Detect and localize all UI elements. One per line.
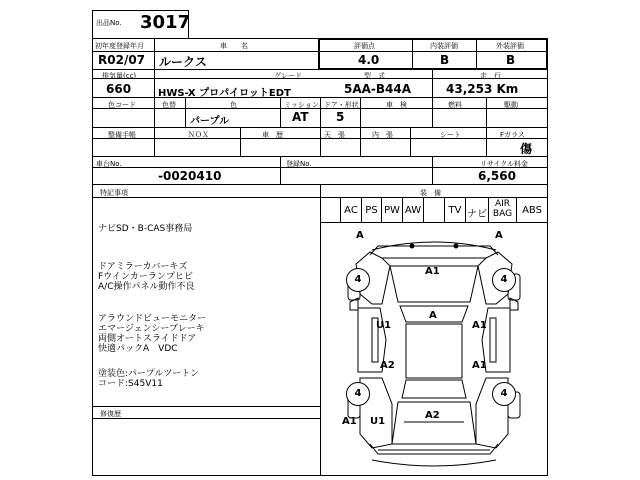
equip-ac: AC <box>344 205 358 216</box>
notes-group-navi <box>98 224 192 234</box>
exterior-grade-label: 外装評価 <box>496 42 524 50</box>
car-diagram <box>320 222 548 476</box>
recycle-fee-value: 6,560 <box>478 169 516 183</box>
ceiling-label: 天 張 <box>324 131 345 139</box>
reg-date-value: R02/07 <box>98 53 146 67</box>
interior-grade-label: 内装評価 <box>430 42 458 50</box>
model-code-value: 5AA-B44A <box>344 82 412 96</box>
lot-label: 出品No. <box>96 19 122 27</box>
chassis-number-label: 車台No. <box>96 160 122 168</box>
equip-pw: PW <box>384 205 400 216</box>
score-label: 評価点 <box>354 42 375 50</box>
drive-label: 駆動 <box>504 101 518 109</box>
recycle-fee-label: リサイクル料金 <box>480 160 529 168</box>
registration-number-label: 登録No. <box>286 160 312 168</box>
color-change-label: 色替 <box>162 101 176 109</box>
note-line: ドアミラーカバーキズ <box>98 262 188 272</box>
damage-rear-left-bottom: U1 <box>370 416 386 427</box>
color-value: パープル <box>190 116 230 127</box>
door-label: ドア・形状 <box>324 101 359 109</box>
note-line: コード:S45V11 <box>98 379 163 389</box>
color-code-label: 色コード <box>108 101 136 109</box>
fuel-label: 燃料 <box>448 101 462 109</box>
repair-history-label: 修復歴 <box>100 410 121 418</box>
note-line: A/C操作パネル動作不良 <box>98 282 195 292</box>
seat-label: シート <box>440 131 461 139</box>
reg-date-label: 初年度登録年月 <box>95 42 144 50</box>
note-line: 快適パックA VDC <box>98 344 178 354</box>
notes-group-features <box>98 314 206 354</box>
equip-aw: AW <box>404 205 422 216</box>
interior-trim-label: 内 張 <box>372 131 393 139</box>
mission-label: ミッション <box>284 101 319 109</box>
note-line: ナビSD・B-CAS事務局 <box>98 224 193 234</box>
front-glass-label: Fガラス <box>500 131 525 139</box>
color-label: 色 <box>230 101 237 109</box>
equip-airbag: AIR BAG <box>492 199 513 219</box>
tire-front-left: 4 <box>346 268 370 292</box>
lot-number: 3017 <box>140 12 191 33</box>
damage-rear-bumper: A2 <box>425 410 440 421</box>
car-name-value: ルークス <box>159 55 207 69</box>
note-line: Fウインカーランプヒビ <box>98 272 193 282</box>
damage-rear-left-corner: A1 <box>342 416 357 427</box>
nox-label: ＮＯＸ <box>188 131 209 139</box>
interior-grade-value: B <box>440 53 450 67</box>
damage-front-left: A <box>356 230 364 241</box>
notes-group-damage <box>98 262 194 292</box>
note-line: アラウンドビューモニター <box>98 314 207 324</box>
note-line: エマージェンシーブレーキ <box>98 324 205 334</box>
car-name-label: 車 名 <box>220 42 248 50</box>
note-line: 両側オートスライドドア <box>98 334 197 344</box>
mission-value: AT <box>292 110 309 124</box>
score-value: 4.0 <box>358 53 380 67</box>
damage-left-door: U1 <box>376 320 392 331</box>
tire-front-right: 4 <box>492 268 516 292</box>
exterior-grade-value: B <box>506 53 516 67</box>
notes-group-paint <box>98 369 199 389</box>
maintenance-book-label: 整備手帳 <box>108 131 136 139</box>
displacement-value: 660 <box>106 82 132 96</box>
damage-left-rear-door: A2 <box>380 360 395 371</box>
door-value: 5 <box>336 110 345 124</box>
front-glass-value: 傷 <box>520 142 533 156</box>
equip-tv: TV <box>448 205 462 216</box>
equip-abs: ABS <box>522 205 542 216</box>
grade-value: HWS-X プロパイロットEDT <box>158 88 291 99</box>
model-code-label: 型 式 <box>364 72 385 80</box>
damage-right-rear: A1 <box>472 360 487 371</box>
mileage-label: 走 行 <box>480 72 501 80</box>
damage-front-right: A <box>495 230 503 241</box>
damage-right-door: A1 <box>472 320 487 331</box>
mileage-value: 43,253 Km <box>446 82 519 96</box>
inspection-label: 車 検 <box>386 101 407 109</box>
chassis-number-value: -0020410 <box>158 169 222 183</box>
equipment-label: 装 備 <box>420 189 441 197</box>
equip-navi: ナビ <box>467 209 487 220</box>
grade-label: グレード <box>274 72 302 80</box>
damage-roof: A <box>429 310 437 321</box>
history-label: 車 歴 <box>262 131 283 139</box>
equip-ps: PS <box>365 205 378 216</box>
special-notes-label: 特記事項 <box>100 189 128 197</box>
tire-rear-left: 4 <box>346 382 370 406</box>
tire-rear-right: 4 <box>492 382 516 406</box>
damage-hood: A1 <box>425 266 440 277</box>
displacement-label: 排気量(cc) <box>102 72 137 80</box>
note-line: 塗装色:パープルツートン <box>98 369 200 379</box>
